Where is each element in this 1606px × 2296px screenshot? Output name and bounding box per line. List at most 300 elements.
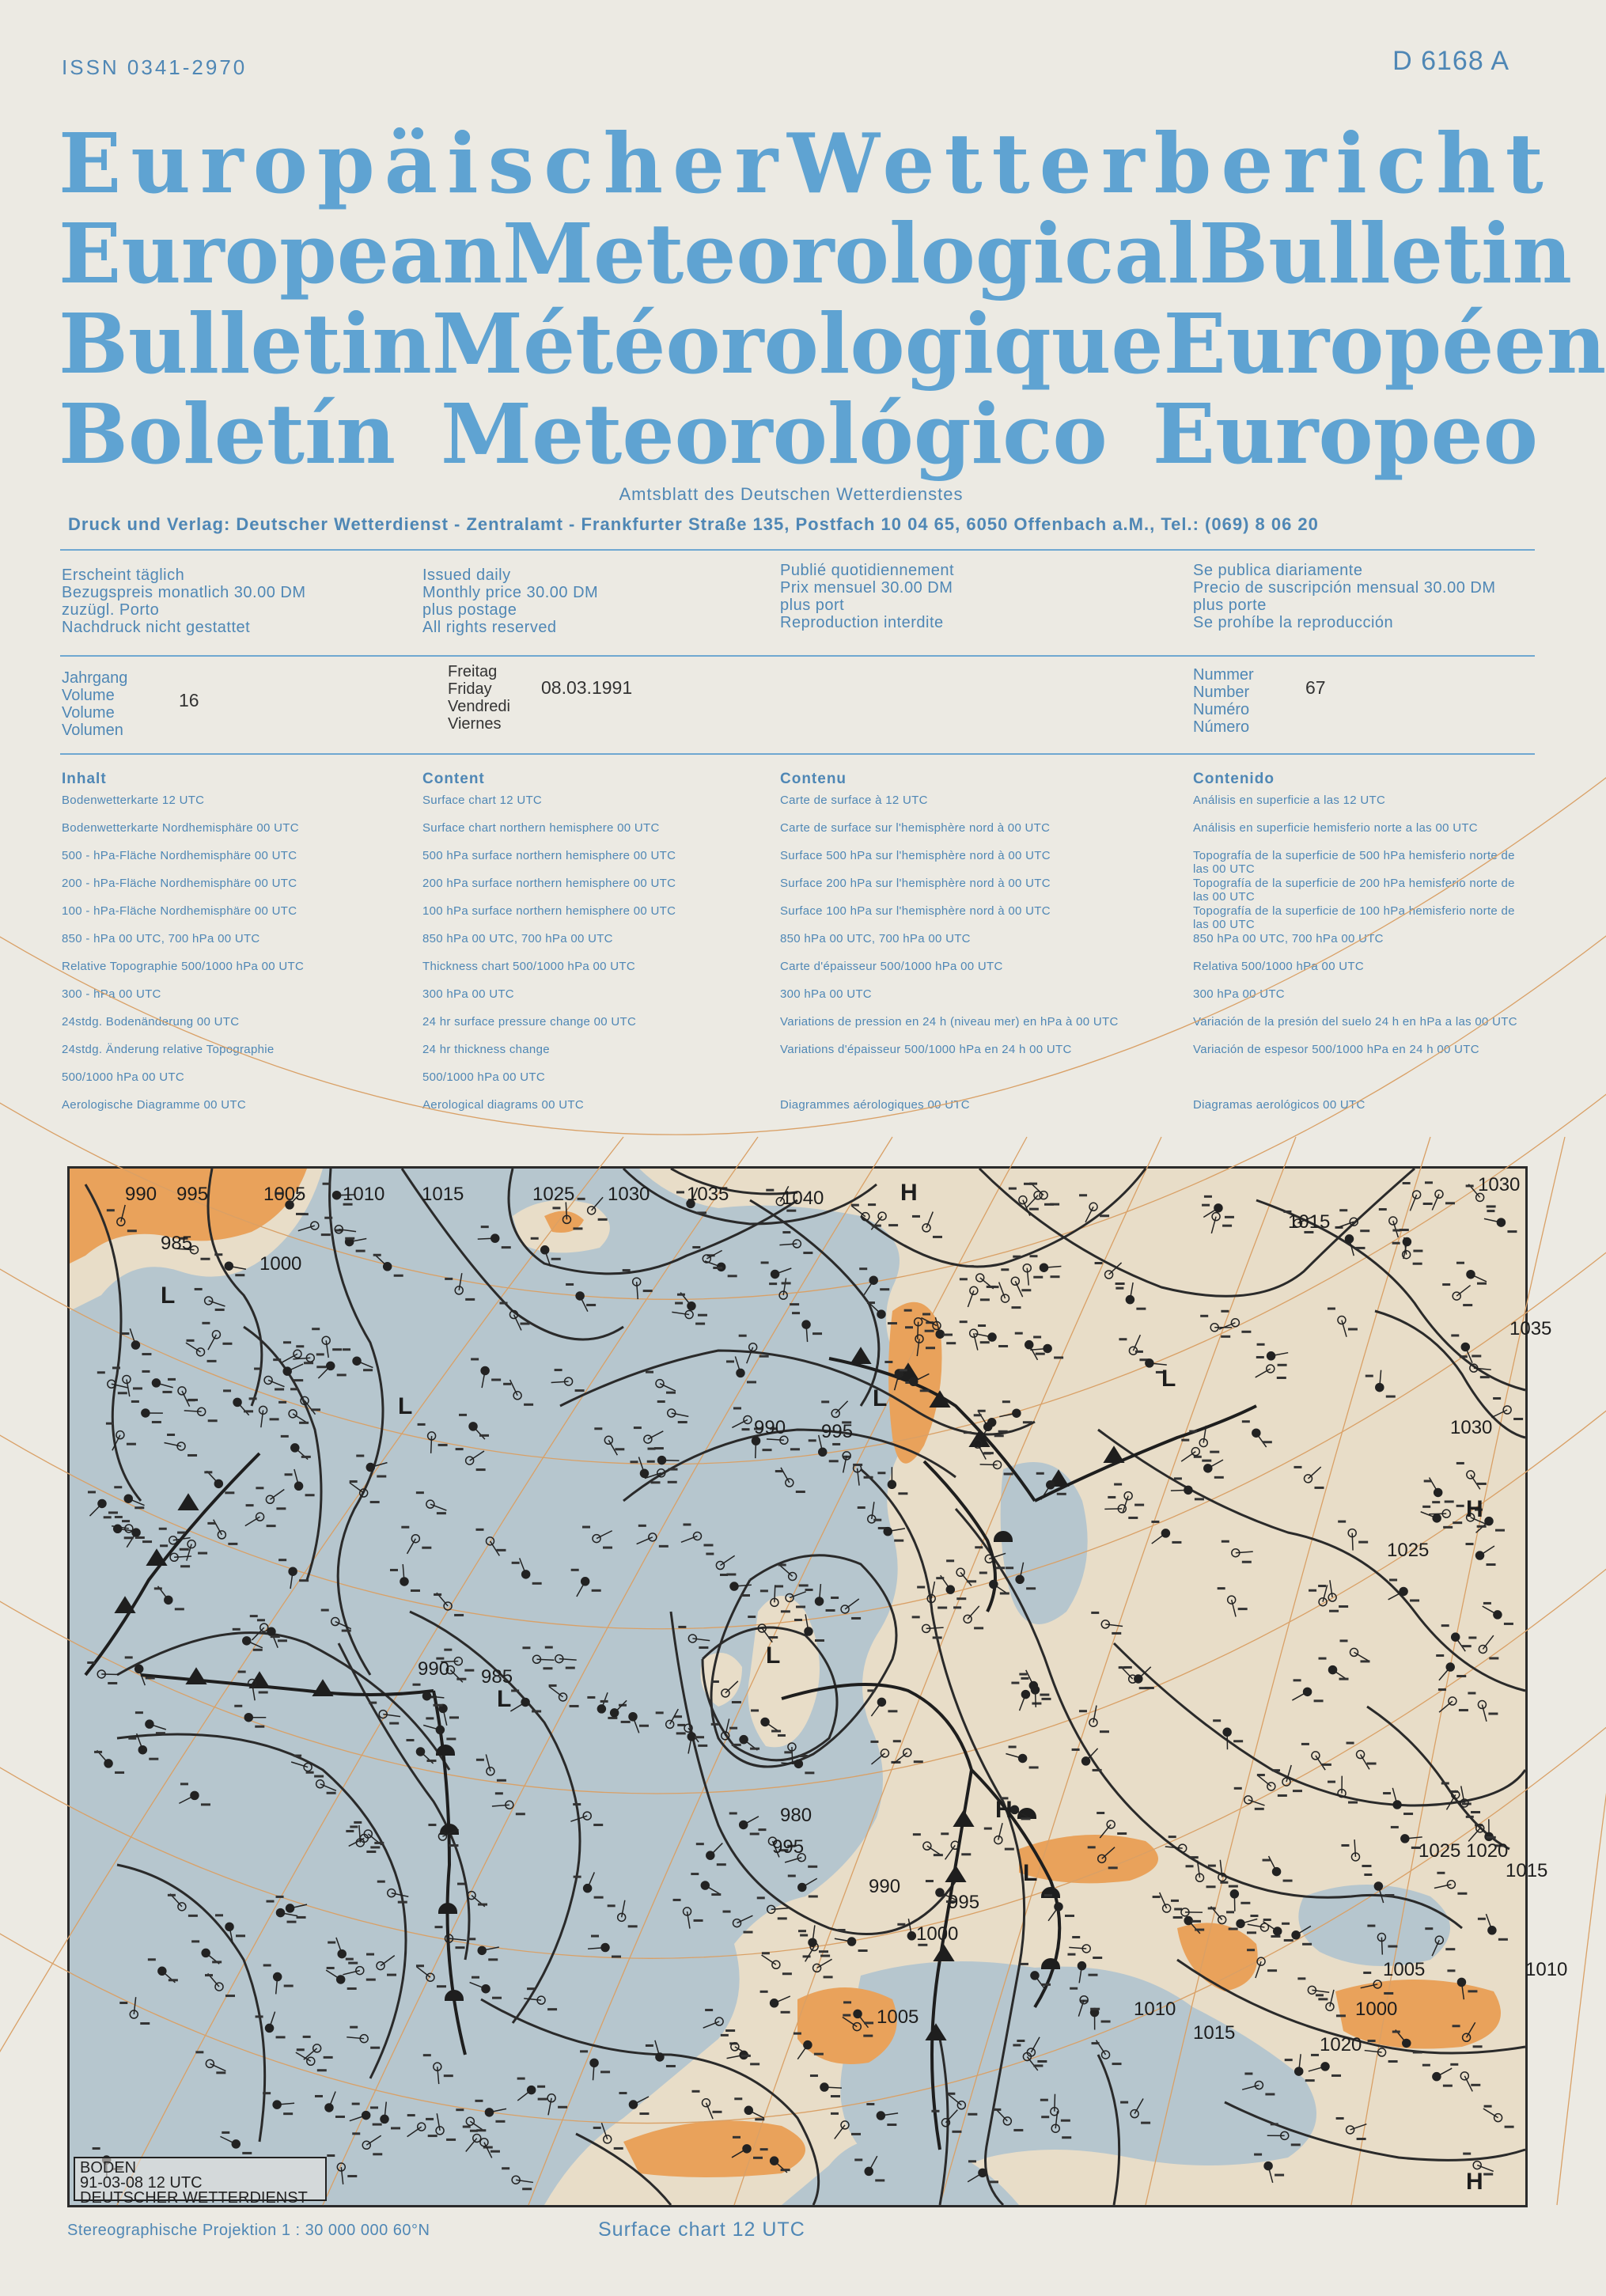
pressure-center-label: L [873,1385,888,1411]
map-caption: Surface chart 12 UTC [598,2218,805,2241]
station-value-mark [235,1274,244,1276]
station-value-mark [888,1710,897,1712]
station-value-mark [796,1491,805,1493]
station-value-mark [1195,1498,1204,1500]
station-value-mark [214,1253,222,1256]
station-value-mark [717,1863,726,1866]
station-circle [593,1535,600,1543]
station-value-mark [1282,1923,1290,1925]
station-value-mark [1021,1963,1028,1965]
stamp-line: BODEN [80,2159,137,2177]
station-value-mark [798,1755,808,1757]
station-value-mark [225,1491,234,1494]
station-value-mark [1451,1334,1459,1336]
station-value-mark [456,2108,464,2111]
wind-barb [549,1687,563,1697]
station-value-mark [446,2139,456,2141]
station-value-mark [1301,1743,1309,1745]
station-value-mark [838,1929,846,1931]
station-value-mark [1079,1710,1087,1712]
station-value-mark [1447,1969,1455,1972]
station-value-mark [106,1423,114,1425]
station-value-mark [1336,2117,1344,2120]
station-value-mark [1361,1660,1370,1662]
info-line: plus porte [1193,597,1267,614]
station-value-mark [1477,1483,1487,1485]
station-value-mark [1019,1673,1027,1676]
station-value-mark [271,1635,280,1638]
station-value-mark [127,1443,136,1445]
isobar-label: 1025 [532,1184,575,1205]
station-value-mark [228,1543,237,1545]
station-value-mark [1277,1377,1286,1379]
station-value-mark [786,1210,796,1212]
station-value-mark [124,1536,134,1539]
wind-barb [792,1747,793,1764]
station-value-mark [1244,2072,1252,2074]
station-value-mark [747,1381,756,1383]
station-value-mark [1355,1247,1365,1249]
station-value-mark [426,1760,436,1762]
station-value-mark [154,1587,162,1589]
station-value-mark [1487,1205,1496,1207]
station-value-mark [327,1967,335,1969]
station-value-mark [1079,1194,1087,1196]
station-value-mark [1222,1540,1229,1543]
station-value-mark [495,2120,505,2123]
isobar-label: 980 [780,1805,812,1826]
station-value-mark [1379,1208,1387,1211]
station-value-mark [729,1727,737,1730]
station-value-mark [1445,1202,1455,1204]
station-value-mark [926,1347,935,1349]
info-french [780,562,1193,636]
station-value-mark [350,1480,358,1483]
station-value-mark [363,1369,373,1371]
station-value-mark [1314,1699,1324,1702]
station-value-mark [511,1689,519,1692]
station-circle [131,1341,139,1349]
station-value-mark [1391,1826,1399,1828]
wind-barb [293,1358,310,1359]
station-value-mark [481,1226,489,1228]
station-value-mark [674,1715,682,1718]
station-value-mark [1367,1925,1375,1927]
station-value-mark [463,2126,471,2128]
station-value-mark [993,2108,1001,2111]
contents-item: Topografía de la superficie de 200 hPa hemisferio norte de las 00 UTC [1193,877,1515,904]
title-word: Meteorológico [440,385,1108,483]
station-value-mark [639,2112,649,2115]
station-value-mark [991,1286,999,1288]
station-value-mark [691,2090,699,2093]
station-value-mark [656,1711,664,1714]
station-value-mark [703,1544,713,1546]
issue-date: 08.03.1991 [541,677,633,698]
wind-barb [326,1970,341,1980]
contents-item: Surface chart 12 UTC [422,794,543,807]
masthead-titles [59,115,1606,483]
station-value-mark [142,1353,151,1355]
station-value-mark [815,1639,824,1642]
station-value-mark [1072,1749,1080,1751]
station-value-mark [152,1421,161,1423]
isobar-label: 990 [869,1876,901,1897]
wind-barb [536,1659,554,1660]
wind-barb [417,1967,430,1977]
station-value-mark [912,1616,920,1618]
station-value-mark [1403,1182,1411,1184]
station-value-mark [608,1904,616,1907]
station-value-mark [543,1667,552,1669]
volume-value: 16 [179,690,199,710]
station-value-mark [446,1737,456,1740]
station-value-mark [1072,1936,1080,1938]
station-value-mark [1247,1931,1256,1934]
station-value-mark [937,1607,947,1609]
wind-barb [980,1464,998,1465]
station-value-mark [276,2036,286,2038]
contents-item: Diagrammes aérologiques 00 UTC [780,1098,970,1112]
station-value-mark [476,1759,484,1761]
station-value-mark [877,1472,885,1474]
station-value-mark [267,1525,276,1527]
station-value-mark [1093,1769,1102,1771]
station-value-mark [324,2056,333,2059]
station-value-mark [112,1366,120,1369]
station-value-mark [1115,1283,1125,1285]
station-value-mark [1202,1204,1210,1207]
station-value-mark [994,1434,1004,1437]
station-circle [267,1627,275,1635]
station-value-mark [1234,1787,1242,1790]
station-value-mark [1316,1994,1324,1996]
station-value-mark [135,1711,143,1714]
station-value-mark [215,1309,225,1311]
station-value-mark [168,1378,176,1381]
station-value-mark [1309,1589,1316,1592]
isobar-label: 1015 [1506,1860,1548,1881]
station-value-mark [1221,1310,1229,1313]
station-value-mark [961,1853,971,1855]
station-value-mark [188,1399,198,1401]
station-value-mark [1392,1229,1400,1232]
station-value-mark [1100,1214,1109,1217]
station-value-mark [741,2055,751,2057]
station-value-mark [798,1930,806,1932]
isobar-label: 1015 [1288,1211,1331,1233]
station-value-mark [1240,1902,1250,1904]
station-value-mark [304,1362,313,1364]
station-value-mark [1302,1943,1312,1946]
station-value-mark [1456,1262,1464,1264]
station-value-mark [545,1646,553,1649]
station-value-mark [1305,2079,1315,2082]
station-value-mark [884,1361,892,1363]
station-value-mark [195,1288,203,1290]
station-value-mark [922,1313,930,1316]
station-value-mark [748,1616,756,1618]
pressure-center-label: L [1161,1366,1176,1392]
station-value-mark [1090,2008,1100,2010]
station-value-mark [864,2021,873,2024]
contents-item: 500 hPa surface northern hemisphere 00 UTC [422,849,676,862]
station-value-mark [1124,1666,1132,1669]
isobar-label: 1035 [687,1184,729,1205]
station-value-mark [314,1775,324,1778]
contents-item: Diagramas aerológicos 00 UTC [1193,1098,1365,1112]
station-value-mark [760,2148,768,2150]
wind-barb [732,1419,748,1427]
station-value-mark [696,1843,704,1845]
wind-barb [473,1426,485,1439]
station-value-mark [728,1275,737,1277]
station-value-mark [1368,2040,1376,2042]
station-value-mark [389,1722,399,1725]
station-value-mark [1257,1774,1265,1776]
wind-barb [744,1817,759,1825]
station-value-mark [768,1636,778,1639]
station-value-mark [989,2180,998,2183]
wind-barb [1381,1938,1382,1955]
station-value-mark [122,1520,130,1522]
station-value-mark [250,1615,258,1617]
station-value-mark [207,1522,215,1525]
station-value-mark [108,1682,117,1684]
wind-barb [449,1938,467,1940]
station-value-mark [1442,1283,1450,1286]
wind-barb [615,1700,627,1713]
station-value-mark [168,1894,176,1896]
isobar-label: 995 [948,1892,980,1913]
station-value-mark [1488,1713,1498,1715]
station-value-mark [914,1760,923,1763]
station-value-mark [1041,1983,1051,1986]
wind-barb [705,1885,720,1894]
warm-front-marker [437,1746,453,1754]
station-value-mark [297,1916,306,1919]
title-word: Meteorological [502,205,1199,302]
station-value-mark [790,1303,799,1305]
station-value-mark [1441,1624,1449,1627]
station-value-mark [278,1559,286,1561]
station-circle [1019,1754,1027,1762]
station-value-mark [1432,1501,1440,1503]
wind-barb [296,2052,311,2061]
station-value-mark [391,2127,400,2129]
station-value-mark [1365,1375,1373,1377]
station-value-mark [805,1771,814,1774]
day-label: Friday [448,680,492,698]
station-value-mark [946,1342,956,1344]
station-value-mark [275,1388,284,1390]
number-label: Número [1193,718,1250,736]
station-value-mark [449,1716,459,1718]
station-value-mark [1358,1541,1368,1544]
title-word: Bulletin [59,295,432,392]
station-value-mark [1092,2042,1100,2044]
station-value-mark [720,1574,728,1576]
station-value-mark [983,1452,991,1454]
station-value-mark [1256,1356,1264,1358]
volume-label: Jahrgang [62,669,128,687]
station-circle [761,1718,769,1726]
station-value-mark [177,1532,185,1534]
station-value-mark [263,2092,271,2094]
station-value-mark [435,1926,443,1928]
wind-barb [517,2090,531,2101]
station-value-mark [468,1938,475,1940]
station-circle [1292,1931,1300,1939]
station-value-mark [244,1410,253,1412]
station-value-mark [416,1491,424,1494]
station-value-mark [1386,1396,1396,1398]
station-value-mark [1318,1585,1326,1587]
isobar-label: 1040 [782,1188,824,1209]
contents-item: 200 - hPa-Fläche Nordhemisphäre 00 UTC [62,877,297,890]
station-circle [338,1950,346,1958]
station-value-mark [805,1589,813,1591]
station-value-mark [875,2179,884,2181]
issn-label: ISSN 0341-2970 [62,55,248,79]
station-value-mark [1009,1745,1017,1748]
station-circle [521,1698,529,1706]
station-value-mark [1466,1816,1474,1818]
station-value-mark [1483,2173,1493,2176]
station-value-mark [471,1358,479,1360]
station-value-mark [1254,2154,1262,2156]
station-value-mark [1339,1678,1349,1680]
station-value-mark [578,1198,585,1200]
station-value-mark [603,1547,612,1549]
station-value-mark [1468,1636,1476,1639]
surface-weather-map [67,1166,1568,2207]
weather-map-drawing [70,1169,1568,2205]
wind-barb [510,1702,525,1711]
station-value-mark [148,1958,156,1961]
station-value-mark [608,1717,617,1719]
station-value-mark [634,1426,642,1429]
station-value-mark [873,1519,881,1521]
station-value-mark [373,2153,382,2155]
station-value-mark [729,1812,737,1814]
wind-barb [208,1335,216,1350]
station-value-mark [1206,1885,1216,1888]
contents-item: Surface 100 hPa sur l'hemisphère nord à 00 UTC [780,904,1051,918]
station-value-mark [1006,1567,1013,1569]
station-value-mark [1119,1338,1127,1340]
station-value-mark [531,1237,539,1240]
station-value-mark [628,1925,638,1927]
wind-barb [341,2167,343,2184]
station-value-mark [900,1369,907,1371]
contents-item: Variations de pression en 24 h (niveau mer) en hPa à 00 UTC [780,1015,1119,1029]
station-circle [304,1764,312,1771]
isobar-label: 990 [754,1417,786,1438]
info-german [62,566,422,636]
station-value-mark [107,1209,115,1211]
station-value-mark [1114,1483,1122,1486]
station-value-mark [1468,1990,1477,1992]
station-value-mark [843,2014,850,2017]
station-value-mark [741,1594,750,1597]
station-circle [1214,1204,1222,1212]
station-value-mark [943,1334,953,1336]
wind-barb [551,1381,569,1382]
station-circle [869,1276,877,1284]
station-circle [715,2018,723,2025]
station-value-mark [347,2175,357,2177]
contents-item: 850 hPa 00 UTC, 700 hPa 00 UTC [422,932,613,945]
station-value-mark [1425,1927,1433,1930]
station-value-mark [387,1974,396,1976]
station-value-mark [1456,1675,1466,1677]
station-value-mark [666,1392,676,1394]
wind-barb [1171,1490,1188,1491]
station-value-mark [705,2009,713,2011]
title-word: Europeo [1152,385,1538,483]
station-value-mark [630,1461,638,1463]
cold-front-marker [853,1350,869,1362]
station-value-mark [1221,1336,1230,1338]
station-value-mark [323,1183,331,1185]
contents-item: 850 hPa 00 UTC, 700 hPa 00 UTC [1193,932,1384,945]
station-value-mark [398,1901,407,1904]
wind-barb [350,1483,364,1493]
warm-front-marker [440,1904,456,1912]
station-value-mark [1328,1308,1335,1310]
pressure-center-label: H [1466,1496,1483,1522]
station-value-mark [676,1732,686,1734]
station-circle [232,2140,240,2148]
station-value-mark [960,1278,968,1280]
station-circle [256,1513,264,1521]
wind-barb [779,1565,793,1577]
station-value-mark [1036,1472,1044,1475]
station-circle [744,2106,752,2114]
station-value-mark [1297,1977,1305,1980]
contents-item: 100 hPa surface northern hemisphere 00 UTC [422,904,676,918]
station-value-mark [200,1258,210,1260]
station-value-mark [758,1828,766,1831]
station-value-mark [538,2098,547,2101]
station-value-mark [445,1278,453,1280]
station-value-mark [532,1582,542,1585]
station-value-mark [1005,1848,1014,1851]
station-circle [1374,1882,1382,1890]
station-value-mark [566,1667,575,1669]
station-value-mark [180,1548,189,1551]
station-value-mark [1108,1866,1118,1869]
wind-barb [767,1439,784,1440]
station-value-mark [1189,1856,1199,1858]
station-value-mark [1004,1472,1013,1475]
wind-barb [383,1714,400,1717]
volume-label: Volumen [62,722,123,739]
station-value-mark [1195,1929,1204,1931]
station-value-mark [712,2111,722,2113]
station-value-mark [370,2106,378,2108]
station-value-mark [418,1423,426,1426]
station-value-mark [897,1923,905,1926]
info-line: zuzügl. Porto [62,601,160,619]
station-value-mark [831,1597,839,1599]
station-value-mark [335,2116,345,2118]
station-circle [1433,2073,1441,2081]
station-value-mark [936,1577,944,1579]
station-value-mark [1065,1915,1074,1917]
pressure-center-label: L [398,1393,413,1419]
